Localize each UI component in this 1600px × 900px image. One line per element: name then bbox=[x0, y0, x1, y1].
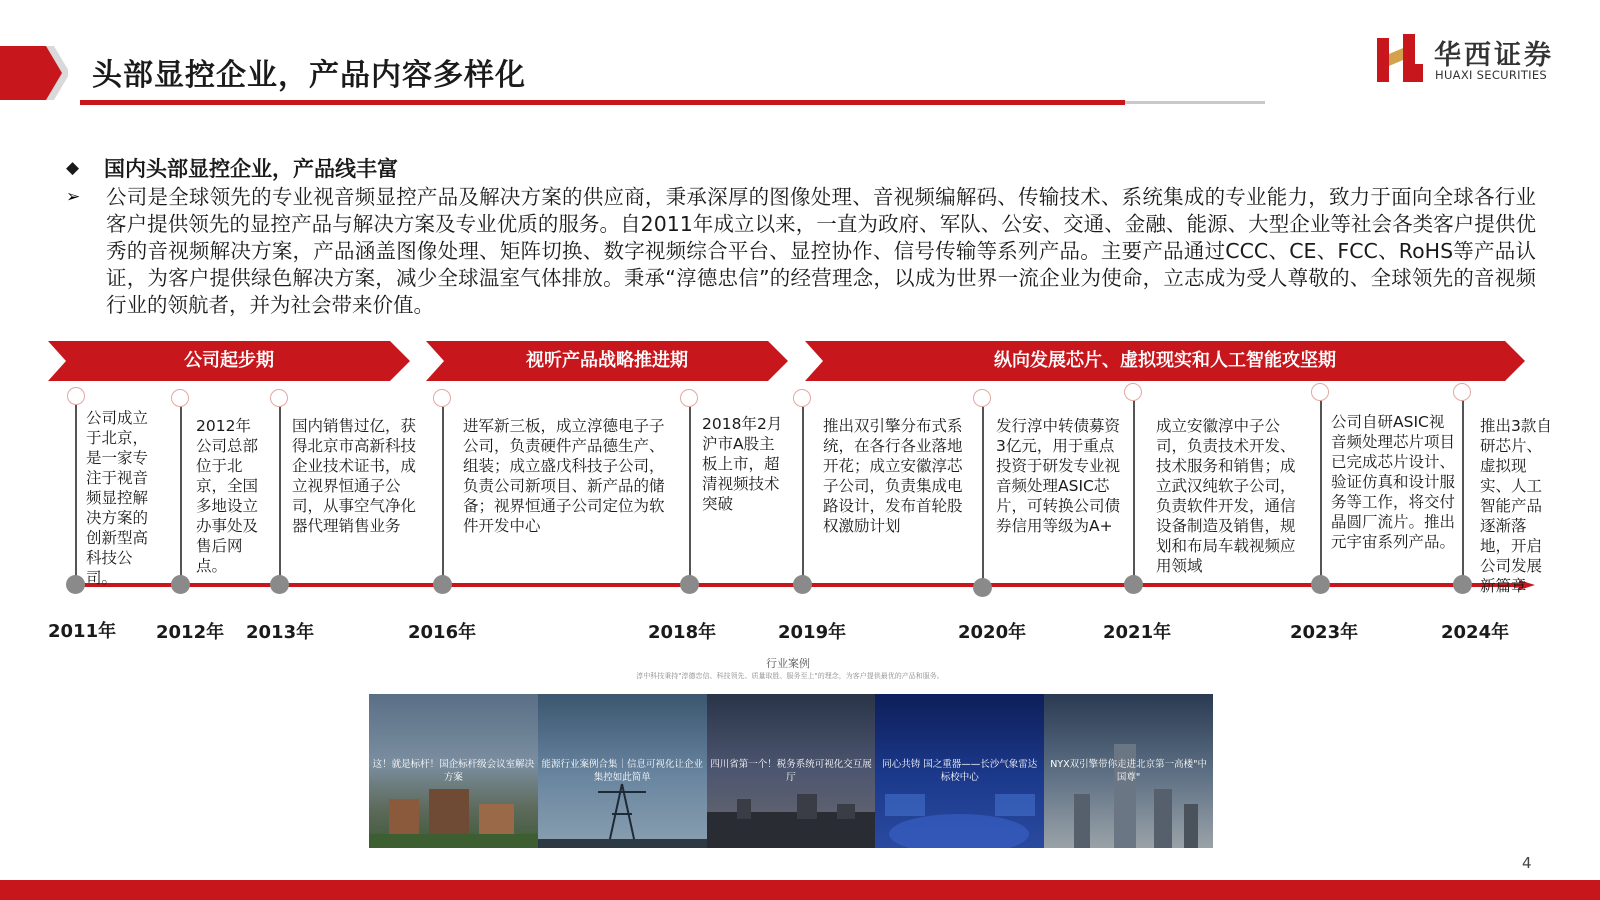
timeline-year-2016: 2016年 bbox=[408, 622, 477, 643]
timeline-dot bbox=[793, 575, 812, 594]
case-caption: NYX双引擎带你走进北京第一高楼"中国尊" bbox=[1050, 759, 1207, 783]
timeline-ring-marker bbox=[1311, 383, 1329, 401]
page-number: 4 bbox=[1522, 854, 1532, 872]
timeline-stem bbox=[1462, 398, 1464, 582]
timeline-stem bbox=[802, 404, 804, 582]
intro-heading bbox=[66, 153, 398, 183]
timeline-year-2019: 2019年 bbox=[778, 622, 847, 643]
case-tile[interactable] bbox=[538, 694, 707, 848]
timeline-year-2023: 2023年 bbox=[1290, 622, 1359, 643]
timeline-ring-marker bbox=[270, 389, 288, 407]
case-tile[interactable] bbox=[1044, 694, 1213, 848]
timeline-dot bbox=[433, 575, 452, 594]
timeline-dot bbox=[270, 575, 289, 594]
timeline-ring-marker bbox=[680, 389, 698, 407]
footer-bar bbox=[0, 880, 1600, 900]
timeline-stem bbox=[279, 404, 281, 582]
case-caption: 这！就是标杆！国企标杆级会议室解决方案 bbox=[372, 759, 535, 783]
timeline-event-2023: 公司自研ASIC视音频处理芯片项目已完成芯片设计、验证仿真和设计服务等工作，将交付晶圆厂流片。推出元宇宙系列产品。 bbox=[1331, 413, 1456, 551]
timeline-event-2021: 成立安徽淳中子公司，负责技术开发、技术服务和销售；成立武汉纯软子公司，负责软件开发，通信设备制造及销售，规划和布局车载视频应用领域 bbox=[1156, 417, 1296, 575]
timeline-ring-marker bbox=[433, 389, 451, 407]
logo-english-name: HUAXI SECURITIES bbox=[1435, 68, 1548, 82]
cases-subtitle: 淳中科技秉持"淳德忠信、科技领先、质量取胜、服务至上"的理念，为客户提供最优的产品和服务。 bbox=[636, 672, 944, 680]
timeline-stem bbox=[75, 402, 77, 582]
timeline-stem bbox=[1320, 398, 1322, 582]
intro-heading-text: 国内头部显控企业，产品线丰富 bbox=[104, 157, 398, 181]
case-tile[interactable] bbox=[707, 694, 876, 848]
phase-label: 视听产品战略推进期 bbox=[526, 350, 688, 371]
timeline-event-2020: 发行淳中转债募资3亿元，用于重点投资于研发专业视音频处理ASIC芯片，可转换公司债券信用等级为A+ bbox=[996, 417, 1121, 535]
timeline-dot bbox=[171, 575, 190, 594]
timeline-year-2011: 2011年 bbox=[48, 621, 117, 642]
timeline-dot bbox=[1311, 575, 1330, 594]
timeline-event-2013: 国内销售过亿，获得北京市高新科技企业技术证书，成立视界恒通子公司，从事空气净化器代理销售业务 bbox=[292, 417, 417, 535]
timeline-year-2013: 2013年 bbox=[246, 622, 315, 643]
huaxi-logo bbox=[1377, 32, 1577, 92]
timeline-dot bbox=[1124, 575, 1143, 594]
phase-label: 纵向发展芯片、虚拟现实和人工智能攻坚期 bbox=[994, 350, 1336, 371]
intro-paragraph-text: 公司是全球领先的专业视音频显控产品及解决方案的供应商，秉承深厚的图像处理、音视频编解码、传输技术、系统集成的专业能力，致力于面向全球各行业客户提供领先的显控产品与解决方案及专业优质的服务。自2011年成立以来，一直为政府、军队、公安、交通、金融、能源、大型企业等社会各类客户提供优秀的音视频解决方案，产品涵盖图像处理、矩阵切换、数字视频综合平台、显控协作、信号传输等系列产品。主要产品通过CCC、CE、FCC、RoHS等产品认证，为客户提供绿色解决方案，减少全球温室气体排放。秉承“淳德忠信”的经营理念，以成为世界一流企业为使命，立志成为受人尊敬的、全球领先的音视频行业的领航者，并为社会带来价值。 bbox=[106, 185, 1536, 317]
header-tab-decoration bbox=[0, 46, 68, 100]
case-caption: 同心共铸 国之重器——长沙气象雷达标校中心 bbox=[882, 759, 1038, 783]
phase-banner-strategy bbox=[426, 341, 788, 381]
timeline-ring-marker bbox=[67, 387, 85, 405]
case-tile[interactable] bbox=[875, 694, 1044, 848]
timeline-year-2018: 2018年 bbox=[648, 622, 717, 643]
timeline-event-2018: 2018年2月沪市A股主板上市，超清视频技术突破 bbox=[702, 415, 783, 513]
timeline-ring-marker bbox=[171, 389, 189, 407]
timeline-year-2020: 2020年 bbox=[958, 622, 1027, 643]
timeline-year-2012: 2012年 bbox=[156, 622, 225, 643]
timeline-ring-marker bbox=[1124, 383, 1142, 401]
timeline-stem bbox=[442, 404, 444, 582]
timeline-year-2024: 2024年 bbox=[1441, 622, 1510, 643]
logo-chinese-name: 华西证券 bbox=[1434, 40, 1554, 71]
diamond-bullet-icon: ◆ bbox=[66, 158, 80, 178]
phase-banner-chips-ai bbox=[805, 341, 1525, 381]
huaxi-logo-icon bbox=[1377, 34, 1423, 82]
timeline-dot bbox=[680, 575, 699, 594]
timeline-event-2012: 2012年公司总部位于北京，全国多地设立办事处及售后网点。 bbox=[196, 417, 259, 575]
timeline-event-2011: 公司成立于北京，是一家专注于视音频显控解决方案的创新型高科技公司。 bbox=[86, 409, 149, 587]
timeline-dot bbox=[1453, 575, 1472, 594]
cases-title: 行业案例 bbox=[766, 657, 810, 670]
timeline-event-2024: 推出3款自研芯片、虚拟现实、人工智能产品逐渐落地，开启公司发展新篇章 bbox=[1480, 417, 1552, 595]
timeline-event-2016: 进军新三板，成立淳德电子子公司，负责硬件产品德生产、组装；成立盛戊科技子公司，负责公司新项目、新产品的储备；视界恒通子公司定位为软件开发中心 bbox=[463, 417, 665, 535]
timeline-ring-marker bbox=[973, 389, 991, 407]
case-caption: 四川省第一个！税务系统可视化交互展厅 bbox=[710, 759, 872, 783]
timeline-event-2019: 推出双引擎分布式系统，在各行各业落地开花；成立安徽淳芯子公司，负责集成电路设计，发布首轮股权激励计划 bbox=[823, 417, 963, 535]
timeline-stem bbox=[689, 404, 691, 582]
timeline-stem bbox=[982, 404, 984, 582]
phase-banner-startup bbox=[48, 341, 410, 381]
timeline-dot bbox=[973, 578, 992, 597]
timeline-ring-marker bbox=[1453, 383, 1471, 401]
title-underline bbox=[80, 100, 1265, 105]
timeline-dot bbox=[66, 575, 85, 594]
arrow-bullet-icon: ➢ bbox=[66, 187, 81, 207]
case-tile[interactable] bbox=[369, 694, 538, 848]
intro-paragraph bbox=[66, 184, 1536, 319]
industry-case-banner bbox=[369, 694, 1213, 848]
timeline-year-2021: 2021年 bbox=[1103, 622, 1172, 643]
phase-label: 公司起步期 bbox=[184, 350, 274, 371]
case-caption: 能源行业案例合集｜信息可视化让企业集控如此简单 bbox=[541, 759, 703, 783]
page-title: 头部显控企业，产品内容多样化 bbox=[92, 58, 526, 93]
timeline-stem bbox=[1133, 398, 1135, 582]
timeline-stem bbox=[180, 404, 182, 582]
timeline-ring-marker bbox=[793, 389, 811, 407]
